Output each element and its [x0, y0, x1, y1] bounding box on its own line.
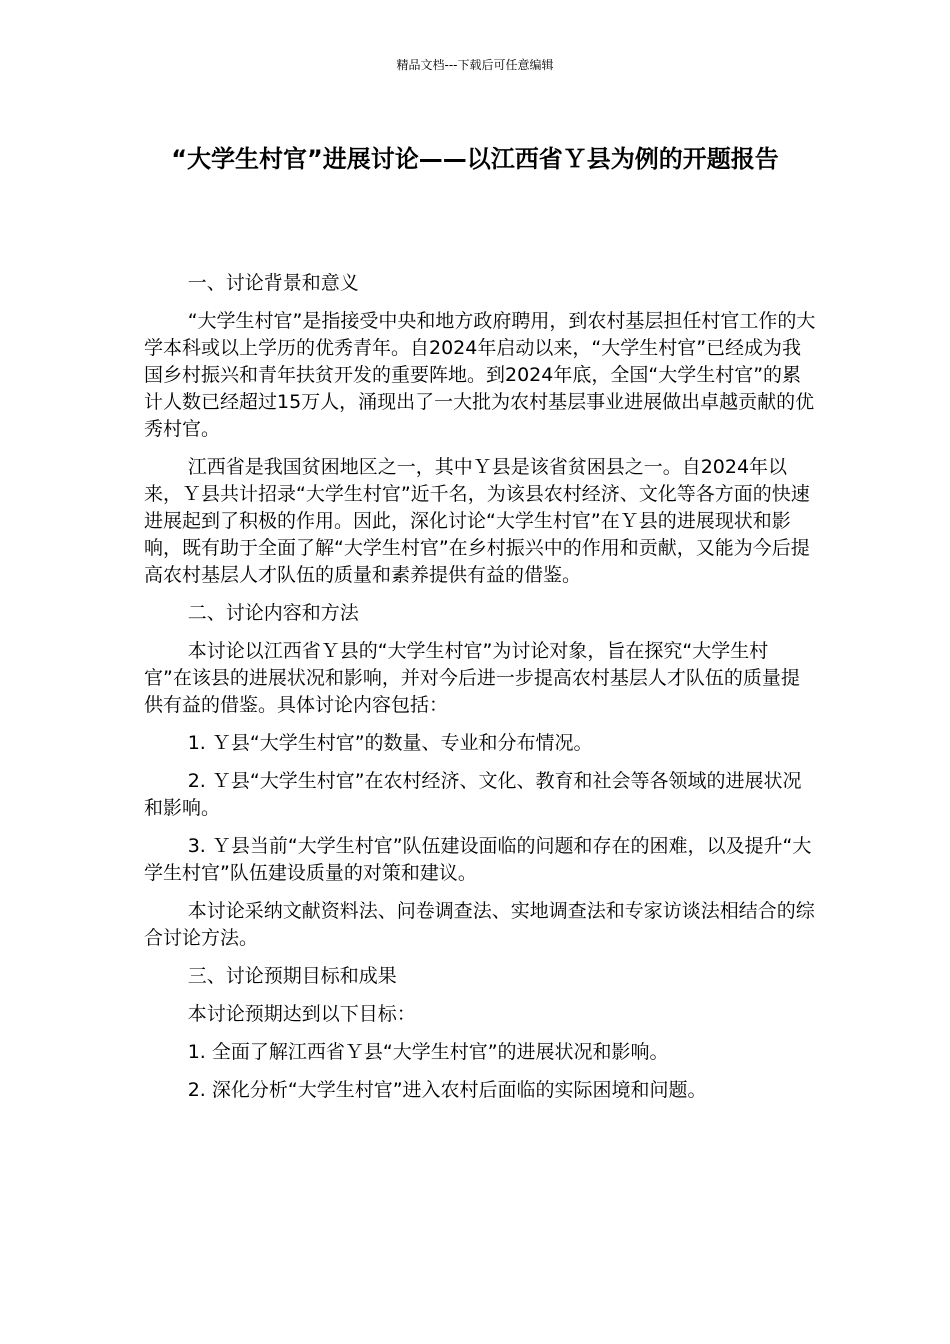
paragraph-methods: 本讨论采纳文献资料法、问卷调查法、实地调查法和专家访谈法相结合的综合讨论方法。	[144, 900, 815, 949]
paragraph-background-2: 江西省是我国贫困地区之一，其中Ｙ县是该省贫困县之一。自2024年以来，Ｙ县共计招录“大学生村官”近千名，为该县农村经济、文化等各方面的快速进展起到了积极的作用。因此，深化讨论“大学生村官”在Ｙ县的进展现状和影响，既有助于全面了解“大学生村官”在乡村振兴中的作用和贡献，又能为今后提高农村基层人才队伍的质量和素养提供有益的借鉴。	[144, 456, 810, 586]
section-heading-content-methods: 二、讨论内容和方法	[187, 602, 359, 624]
section-heading-goals: 三、讨论预期目标和成果	[187, 965, 397, 987]
document-header-note: 精品文档---下载后可任意编辑	[396, 58, 554, 72]
list-item-goal-2: 2. 深化分析“大学生村官”进入农村后面临的实际困境和问题。	[187, 1079, 707, 1101]
document-title: “大学生村官”进展讨论——以江西省Ｙ县为例的开题报告	[171, 145, 779, 173]
paragraph-goals-intro: 本讨论预期达到以下目标：	[187, 1003, 416, 1025]
section-heading-background: 一、讨论背景和意义	[187, 272, 359, 294]
list-item-content-1: 1. Ｙ县“大学生村官”的数量、专业和分布情况。	[187, 732, 593, 754]
paragraph-background-1: “大学生村官”是指接受中央和地方政府聘用，到农村基层担任村官工作的大学本科或以上学历的优秀青年。自2024年启动以来，“大学生村官”已经成为我国乡村振兴和青年扶贫开发的重要阵地。到2024年底，全国“大学生村官”的累计人数已经超过15万人，涌现出了一大批为农村基层事业进展做出卓越贡献的优秀村官。	[144, 310, 816, 440]
list-item-goal-1: 1. 全面了解江西省Ｙ县“大学生村官”的进展状况和影响。	[187, 1041, 669, 1063]
document-body	[144, 270, 816, 1115]
paragraph-research-scope: 本讨论以江西省Ｙ县的“大学生村官”为讨论对象，旨在探究“大学生村官”在该县的进展状况和影响，并对今后进一步提高农村基层人才队伍的质量提供有益的借鉴。具体讨论内容包括：	[144, 640, 800, 716]
list-item-content-3: 3. Ｙ县当前“大学生村官”队伍建设面临的问题和存在的困难，以及提升“大学生村官”队伍建设质量的对策和建议。	[144, 835, 812, 884]
list-item-content-2: 2. Ｙ县“大学生村官”在农村经济、文化、教育和社会等各领域的进展状况和影响。	[144, 770, 802, 819]
